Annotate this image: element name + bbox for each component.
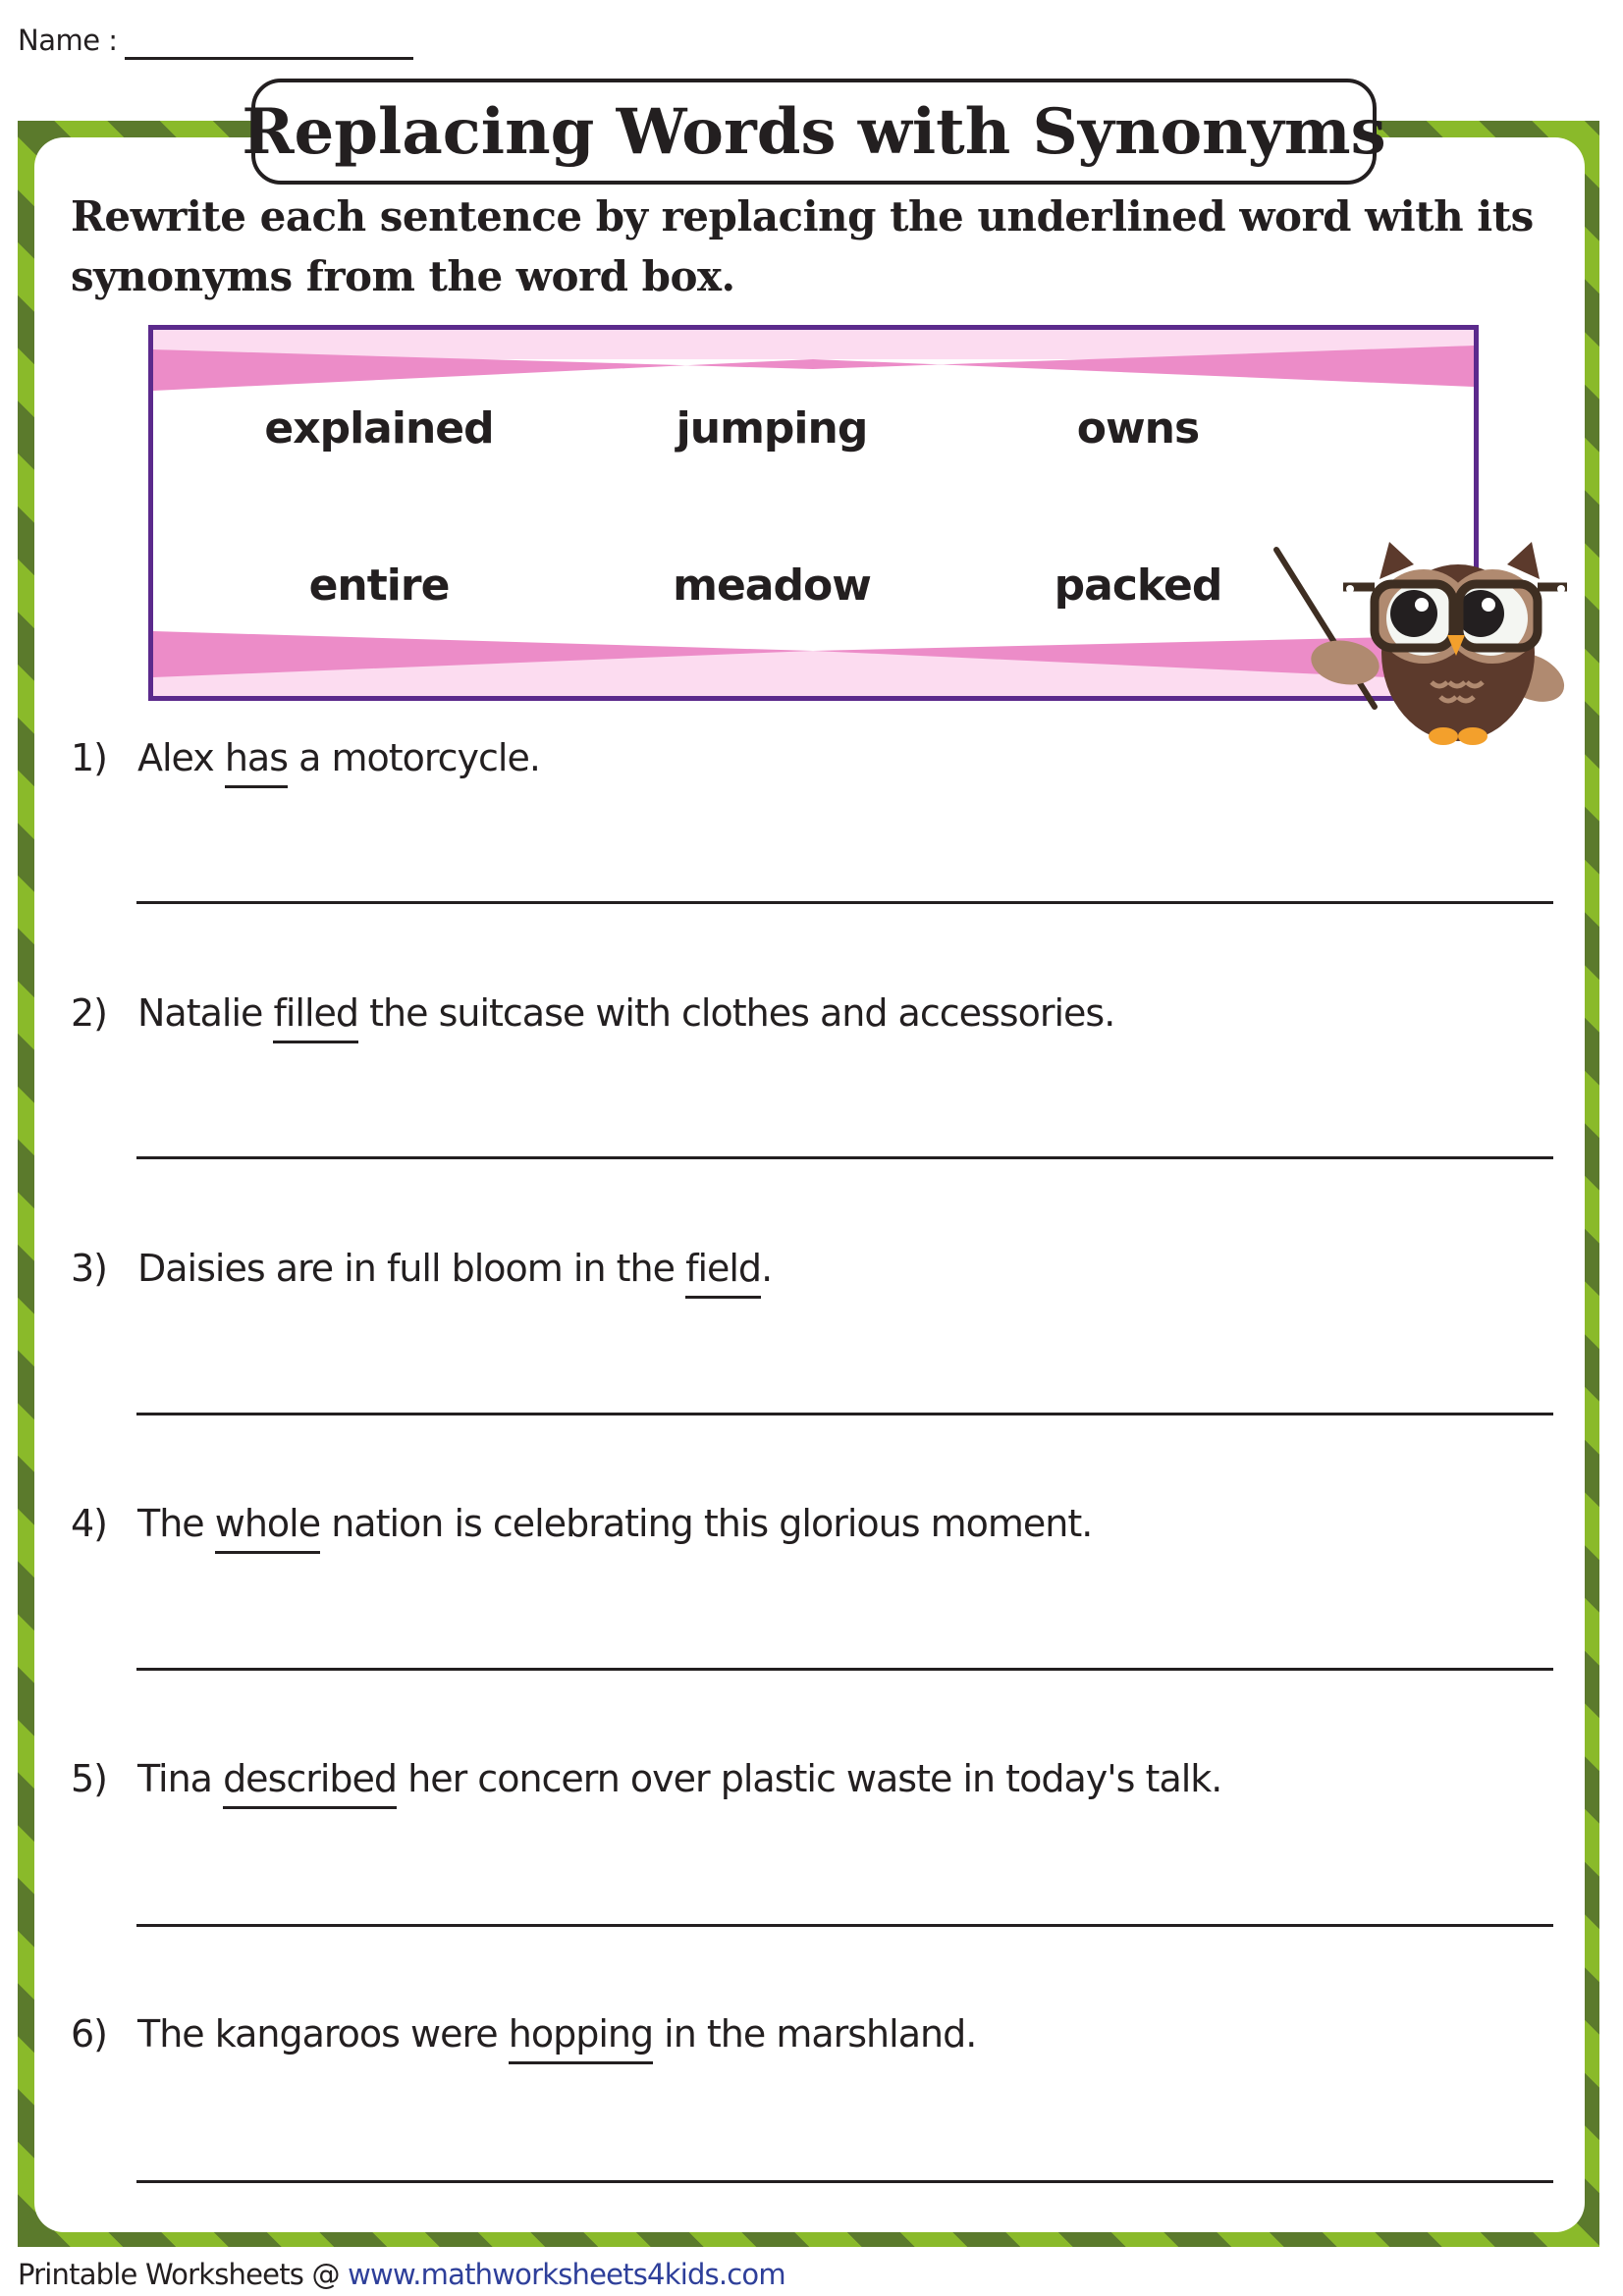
underlined-word: whole [215, 1502, 320, 1554]
title-box [242, 79, 1386, 185]
question-number: 1) [71, 736, 108, 779]
question-2: 2) Natalie filled the suitcase with clothes and accessories. [71, 991, 1114, 1035]
name-label: Name : [18, 24, 118, 57]
word-box-item: meadow [673, 561, 871, 611]
answer-line-1[interactable] [136, 901, 1553, 904]
footer-label: Printable Worksheets @ [18, 2258, 349, 2291]
word-box-item: explained [264, 403, 494, 454]
word-box-item: owns [1076, 403, 1200, 454]
underlined-word: filled [273, 991, 358, 1043]
answer-line-5[interactable] [136, 1924, 1553, 1927]
word-box-item: packed [1054, 561, 1222, 611]
answer-line-6[interactable] [136, 2180, 1553, 2183]
word-box-item: entire [308, 561, 450, 611]
footer [18, 2258, 785, 2291]
question-5: 5) Tina described her concern over plastic waste in today's talk. [71, 1757, 1221, 1800]
question-number: 2) [71, 991, 108, 1035]
question-3: 3) Daisies are in full bloom in the field. [71, 1247, 772, 1290]
question-number: 3) [71, 1247, 108, 1290]
underlined-word: has [225, 736, 288, 788]
owl-teacher-icon [1267, 530, 1571, 751]
answer-line-3[interactable] [136, 1413, 1553, 1415]
underlined-word: described [223, 1757, 397, 1809]
question-6: 6) The kangaroos were hopping in the marshland. [71, 2012, 976, 2056]
answer-line-4[interactable] [136, 1668, 1553, 1671]
question-1: 1) Alex has a motorcycle. [71, 736, 540, 779]
question-number: 5) [71, 1757, 108, 1800]
question-number: 6) [71, 2012, 108, 2056]
answer-line-2[interactable] [136, 1156, 1553, 1159]
page-title: Replacing Words with Synonyms [242, 94, 1386, 169]
word-box-item: jumping [676, 403, 868, 454]
name-field[interactable] [125, 57, 413, 60]
underlined-word: hopping [509, 2012, 653, 2064]
instructions: Rewrite each sentence by replacing the underlined word with its synonyms from the word box. [71, 192, 1534, 300]
question-number: 4) [71, 1502, 108, 1545]
footer-link[interactable]: www.mathworksheets4kids.com [348, 2258, 785, 2291]
underlined-word: field [685, 1247, 761, 1299]
question-4: 4) The whole nation is celebrating this glorious moment. [71, 1502, 1092, 1545]
